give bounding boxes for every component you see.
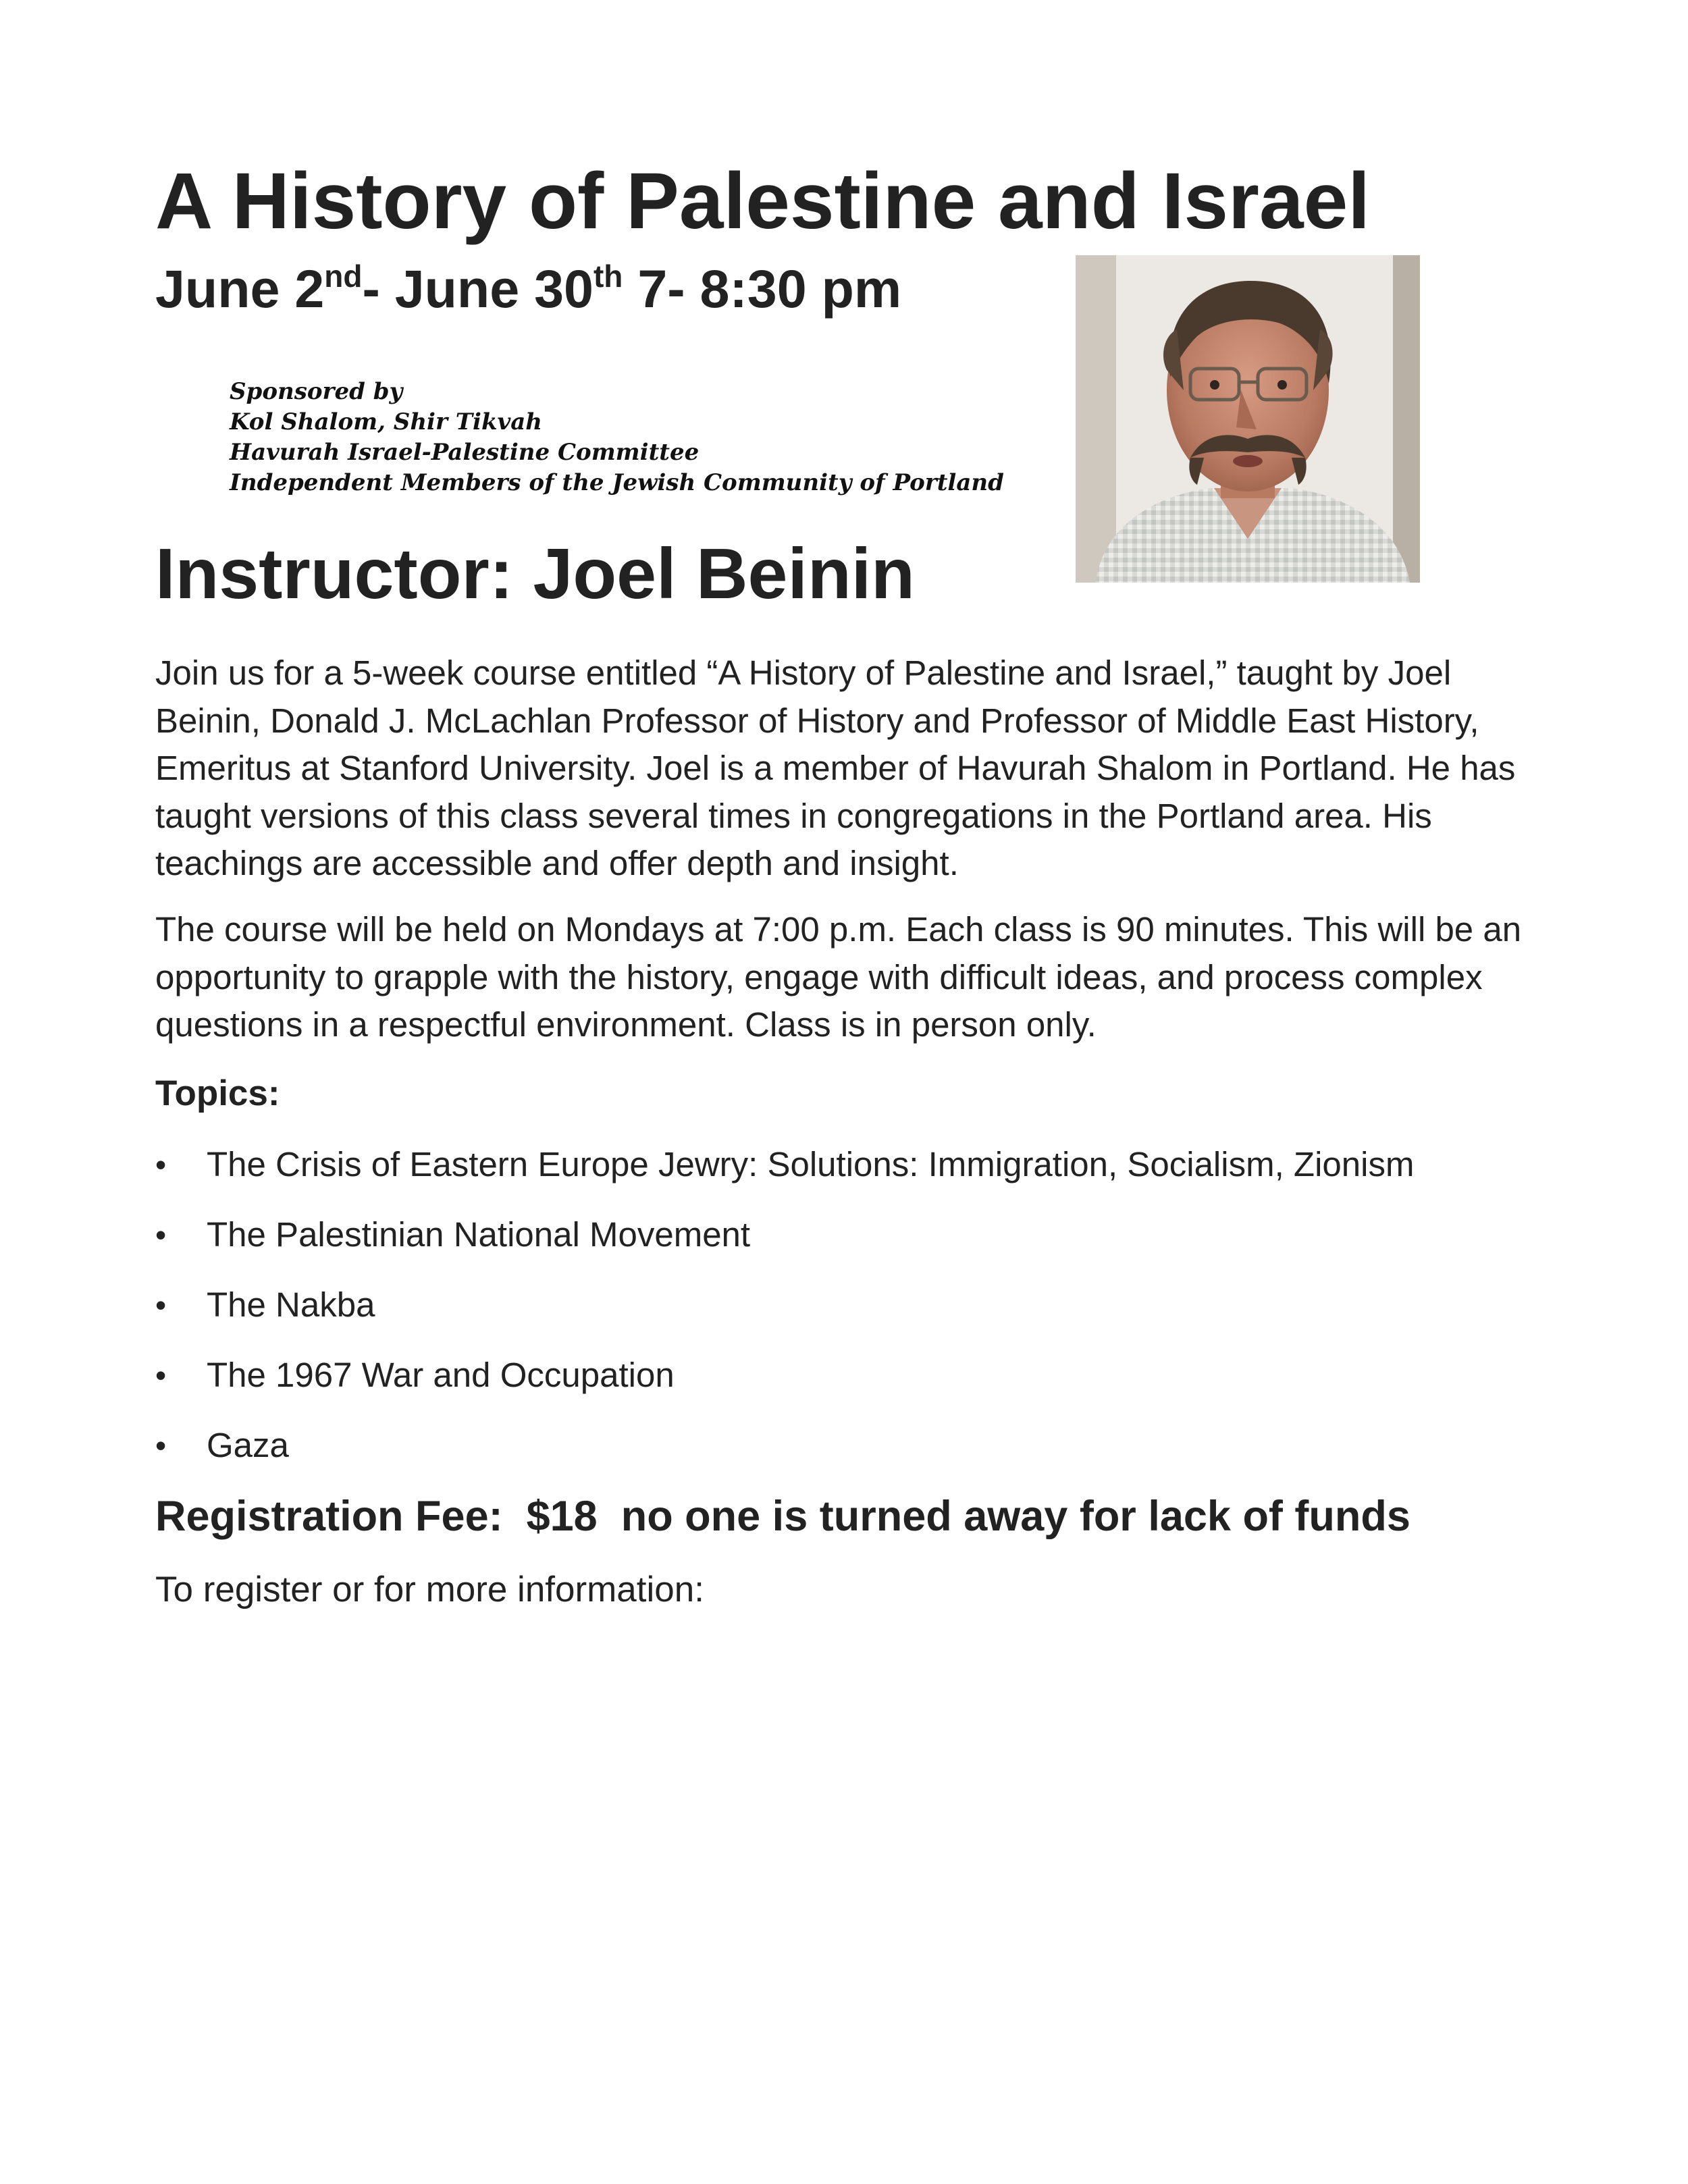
start-date-suffix: nd — [324, 259, 363, 294]
topics-heading: Topics: — [155, 1073, 280, 1113]
instructor-photo — [1076, 255, 1420, 583]
course-time: 7- 8:30 pm — [623, 259, 902, 319]
sponsor-line: Independent Members of the Jewish Community of Portland — [230, 469, 1004, 496]
topic-text: The Nakba — [207, 1285, 375, 1324]
end-date: - June 30 — [362, 259, 594, 319]
bullet-icon: • — [155, 1428, 167, 1463]
topic-text: The Palestinian National Movement — [207, 1215, 751, 1254]
course-schedule-paragraph: The course will be held on Mondays at 7:00 p.m. Each class is 90 minutes. This will be an opportunity to grapple with the history, engage with difficult ideas, and process complex questions in a respectful environment. Class is in person only. — [155, 910, 1522, 1044]
topic-text: Gaza — [207, 1426, 289, 1464]
register-info: To register or for more information: — [155, 1570, 704, 1609]
sponsored-by-label: Sponsored by — [230, 378, 403, 405]
sponsor-line: Havurah Israel-Palestine Committee — [230, 439, 700, 466]
end-date-suffix: th — [593, 259, 623, 294]
sponsor-line: Kol Shalom, Shir Tikvah — [230, 408, 543, 435]
start-date: June 2 — [155, 259, 325, 319]
bullet-icon: • — [155, 1358, 167, 1393]
bullet-icon: • — [155, 1287, 167, 1323]
bullet-icon: • — [155, 1147, 167, 1182]
course-description-paragraph: Join us for a 5-week course entitled “A History of Palestine and Israel,” taught by Joel Beinin, Donald J. McLachlan Professor of History and Professor of Middle East History, Emeritus at Stanford University. Joel is a member of Havurah Shalom in Portland. He has taught versions of this class several times in congregations in the Portland area. His teachings are accessible and offer depth and insight. — [155, 654, 1516, 882]
topic-text: The Crisis of Eastern Europe Jewry: Solutions: Immigration, Socialism, Zionism — [207, 1145, 1415, 1183]
bullet-icon: • — [155, 1217, 167, 1252]
course-dates — [155, 255, 901, 330]
flyer-title: A History of Palestine and Israel — [155, 157, 1370, 246]
instructor-heading: Instructor: Joel Beinin — [155, 534, 915, 614]
registration-fee: Registration Fee: $18 no one is turned away for lack of funds — [155, 1493, 1410, 1540]
sponsors-block — [230, 377, 1004, 498]
topic-text: The 1967 War and Occupation — [207, 1356, 675, 1394]
